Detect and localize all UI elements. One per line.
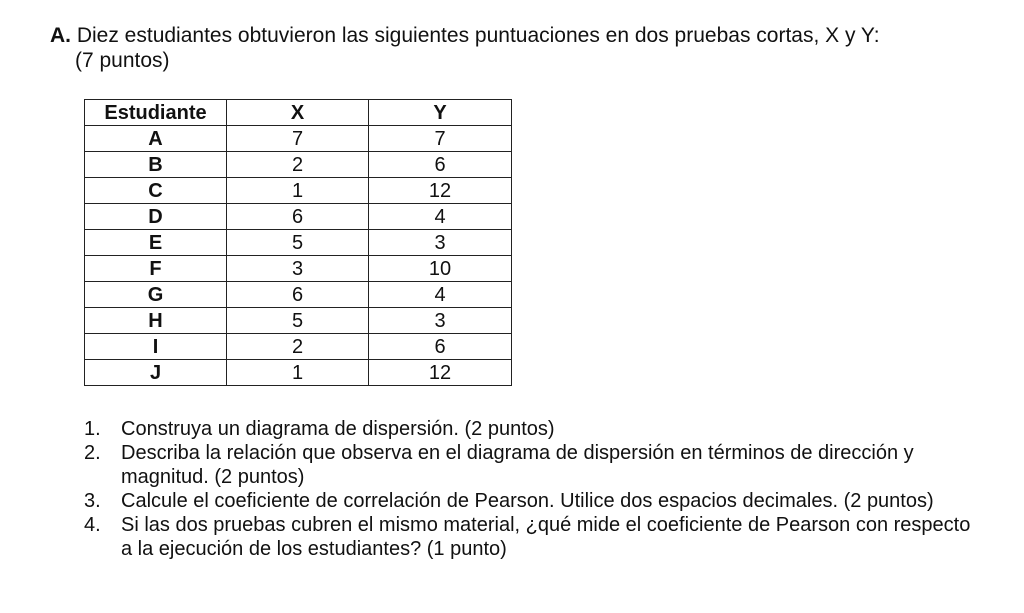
table-row: [85, 334, 512, 360]
y-cell: 12: [369, 178, 512, 204]
table-row: [85, 230, 512, 256]
table-row: [85, 360, 512, 386]
problem-letter: A.: [50, 24, 71, 47]
task-text: Construya un diagrama de dispersión. (2 puntos): [121, 418, 555, 440]
y-cell: 12: [369, 360, 512, 386]
student-cell: G: [85, 282, 227, 308]
problem-statement: [50, 23, 1000, 73]
task-list: [84, 417, 984, 561]
student-cell: J: [85, 360, 227, 386]
x-cell: 6: [227, 282, 369, 308]
student-cell: E: [85, 230, 227, 256]
student-cell: D: [85, 204, 227, 230]
y-cell: 3: [369, 308, 512, 334]
x-cell: 5: [227, 308, 369, 334]
student-cell: I: [85, 334, 227, 360]
y-cell: 4: [369, 204, 512, 230]
table-header-row: [85, 100, 512, 126]
x-cell: 7: [227, 126, 369, 152]
y-cell: 10: [369, 256, 512, 282]
task-number: 3.: [84, 490, 101, 512]
student-cell: F: [85, 256, 227, 282]
table-row: [85, 256, 512, 282]
y-cell: 7: [369, 126, 512, 152]
x-cell: 6: [227, 204, 369, 230]
x-cell: 1: [227, 360, 369, 386]
problem-text: Diez estudiantes obtuvieron las siguientes puntuaciones en dos pruebas cortas, X y Y:: [71, 24, 880, 47]
header-x: X: [227, 100, 369, 126]
student-cell: A: [85, 126, 227, 152]
y-cell: 4: [369, 282, 512, 308]
task-item: [84, 441, 984, 489]
student-cell: B: [85, 152, 227, 178]
task-text: Calcule el coeficiente de correlación de Pearson. Utilice dos espacios decimales. (2 puntos): [121, 490, 934, 512]
scores-table: [84, 99, 512, 386]
student-cell: C: [85, 178, 227, 204]
y-cell: 3: [369, 230, 512, 256]
table-row: [85, 126, 512, 152]
problem-points: (7 puntos): [75, 49, 170, 72]
x-cell: 3: [227, 256, 369, 282]
task-item: [84, 417, 984, 441]
task-number: 2.: [84, 442, 101, 464]
y-cell: 6: [369, 152, 512, 178]
task-item: [84, 513, 984, 561]
header-y: Y: [369, 100, 512, 126]
table-row: [85, 282, 512, 308]
task-text: Describa la relación que observa en el diagrama de dispersión en términos de dirección y magnitud. (2 puntos): [121, 442, 914, 488]
x-cell: 1: [227, 178, 369, 204]
table-row: [85, 152, 512, 178]
x-cell: 2: [227, 152, 369, 178]
x-cell: 5: [227, 230, 369, 256]
x-cell: 2: [227, 334, 369, 360]
y-cell: 6: [369, 334, 512, 360]
task-text: Si las dos pruebas cubren el mismo material, ¿qué mide el coeficiente de Pearson con respecto a la ejecución de los estudiantes? (1 punto): [121, 514, 971, 560]
table-row: [85, 178, 512, 204]
table-row: [85, 204, 512, 230]
task-number: 1.: [84, 418, 101, 440]
table-row: [85, 308, 512, 334]
task-item: [84, 489, 984, 513]
task-number: 4.: [84, 514, 101, 536]
header-student: Estudiante: [85, 100, 227, 126]
student-cell: H: [85, 308, 227, 334]
